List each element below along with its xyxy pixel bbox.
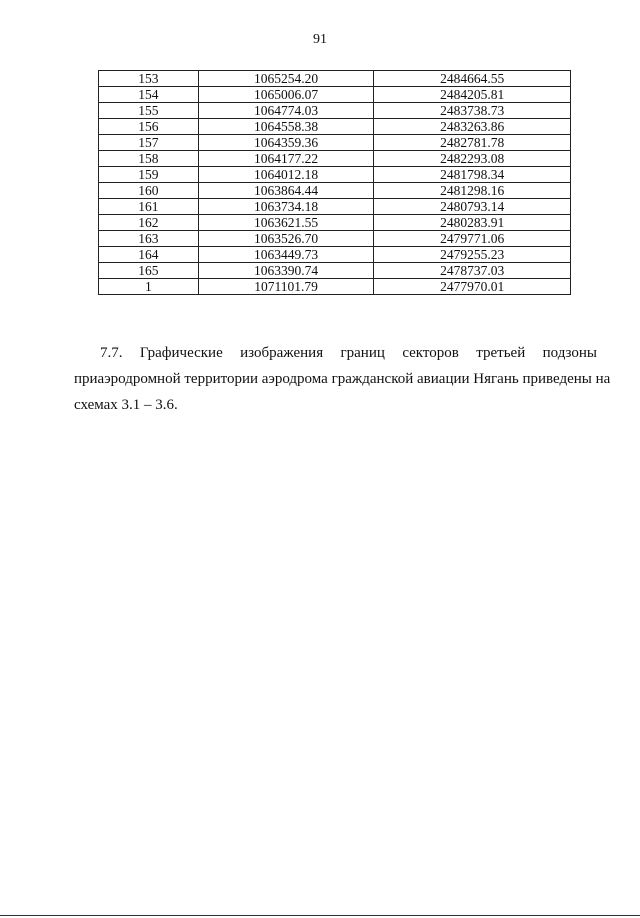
- point-number-cell: 162: [99, 215, 199, 231]
- y-coordinate-cell: 2479255.23: [374, 247, 571, 263]
- point-number-cell: 160: [99, 183, 199, 199]
- point-number-cell: 154: [99, 87, 199, 103]
- x-coordinate-cell: 1063864.44: [198, 183, 374, 199]
- bottom-edge-line: [0, 915, 640, 916]
- point-number-cell: 159: [99, 167, 199, 183]
- x-coordinate-cell: 1063449.73: [198, 247, 374, 263]
- point-number-cell: 164: [99, 247, 199, 263]
- y-coordinate-cell: 2484664.55: [374, 71, 571, 87]
- y-coordinate-cell: 2480283.91: [374, 215, 571, 231]
- y-coordinate-cell: 2480793.14: [374, 199, 571, 215]
- x-coordinate-cell: 1065006.07: [198, 87, 374, 103]
- table-row: [99, 87, 571, 103]
- point-number-cell: 1: [99, 279, 199, 295]
- y-coordinate-cell: 2477970.01: [374, 279, 571, 295]
- paragraph-word: границ: [340, 345, 385, 361]
- x-coordinate-cell: 1064774.03: [198, 103, 374, 119]
- y-coordinate-cell: 2484205.81: [374, 87, 571, 103]
- paragraph-word: 7.7.: [100, 345, 123, 361]
- paragraph-line-3: схемах 3.1 – 3.6.: [74, 397, 178, 413]
- y-coordinate-cell: 2479771.06: [374, 231, 571, 247]
- y-coordinate-cell: 2482781.78: [374, 135, 571, 151]
- table-row: [99, 215, 571, 231]
- x-coordinate-cell: 1064558.38: [198, 119, 374, 135]
- x-coordinate-cell: 1064359.36: [198, 135, 374, 151]
- x-coordinate-cell: 1071101.79: [198, 279, 374, 295]
- x-coordinate-cell: 1063526.70: [198, 231, 374, 247]
- paragraph-word: секторов: [402, 345, 459, 361]
- table-row: [99, 199, 571, 215]
- table-row: [99, 247, 571, 263]
- x-coordinate-cell: 1063734.18: [198, 199, 374, 215]
- point-number-cell: 155: [99, 103, 199, 119]
- coordinates-table: [98, 70, 571, 295]
- point-number-cell: 156: [99, 119, 199, 135]
- point-number-cell: 163: [99, 231, 199, 247]
- x-coordinate-cell: 1065254.20: [198, 71, 374, 87]
- table-row: [99, 135, 571, 151]
- y-coordinate-cell: 2481298.16: [374, 183, 571, 199]
- table-row: [99, 279, 571, 295]
- point-number-cell: 161: [99, 199, 199, 215]
- table-row: [99, 167, 571, 183]
- y-coordinate-cell: 2482293.08: [374, 151, 571, 167]
- point-number-cell: 157: [99, 135, 199, 151]
- x-coordinate-cell: 1064177.22: [198, 151, 374, 167]
- paragraph-line-2: приаэродромной территории аэродрома гражданской авиации Нягань приведены на: [74, 371, 611, 387]
- table-row: [99, 119, 571, 135]
- x-coordinate-cell: 1063390.74: [198, 263, 374, 279]
- table-row: [99, 103, 571, 119]
- point-number-cell: 165: [99, 263, 199, 279]
- x-coordinate-cell: 1063621.55: [198, 215, 374, 231]
- y-coordinate-cell: 2483263.86: [374, 119, 571, 135]
- paragraph-word: третьей: [476, 345, 526, 361]
- point-number-cell: 158: [99, 151, 199, 167]
- paragraph-word: подзоны: [542, 345, 597, 361]
- paragraph-word: Графические: [139, 345, 223, 361]
- page-number: 91: [313, 32, 327, 47]
- table-row: [99, 71, 571, 87]
- table-row: [99, 231, 571, 247]
- x-coordinate-cell: 1064012.18: [198, 167, 374, 183]
- paragraph-word: изображения: [240, 345, 324, 361]
- point-number-cell: 153: [99, 71, 199, 87]
- table-row: [99, 151, 571, 167]
- table-row: [99, 263, 571, 279]
- coordinates-table-body: [99, 71, 571, 295]
- section-paragraph: [74, 340, 611, 418]
- y-coordinate-cell: 2481798.34: [374, 167, 571, 183]
- table-row: [99, 183, 571, 199]
- y-coordinate-cell: 2478737.03: [374, 263, 571, 279]
- y-coordinate-cell: 2483738.73: [374, 103, 571, 119]
- paragraph-line-1: [74, 340, 597, 366]
